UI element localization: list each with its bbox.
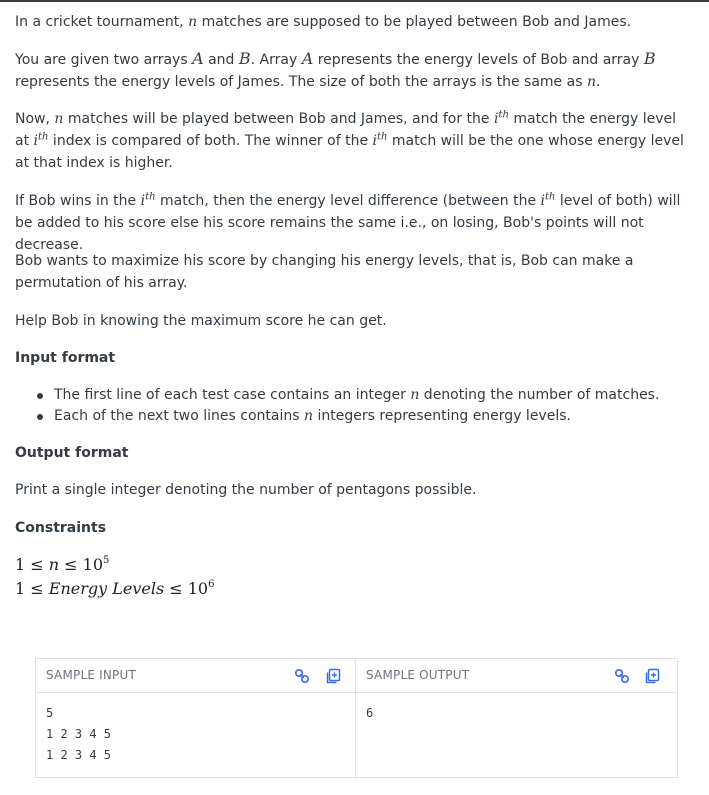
list-item: Each of the next two lines contains n integers representing energy levels. [15, 406, 659, 427]
sample-input-panel [36, 659, 356, 777]
list-item: The first line of each test case contains an integer n denoting the number of matches. [15, 385, 659, 406]
sample-output-text: 6 [366, 706, 374, 720]
sample-output-panel [356, 659, 677, 777]
input-format-heading: Input format [15, 350, 116, 366]
output-format-text: Print a single integer denoting the number of pentagons possible. [15, 482, 477, 498]
sample-input-title: SAMPLE INPUT [46, 668, 136, 682]
paragraph-arrays: You are given two arrays A and B. Array A represents the energy levels of Bob and array B represents the energy levels of James. The size of both the arrays is the same as n. [15, 49, 656, 90]
sample-input-text: 5 1 2 3 4 5 1 2 3 4 5 [46, 706, 112, 762]
sample-box [35, 658, 678, 778]
constraint-energy: 1 ≤ Energy Levels ≤ $10^6$ [15, 579, 215, 598]
sample-output-title: SAMPLE OUTPUT [366, 668, 470, 682]
link-icon[interactable] [613, 667, 631, 685]
copy-icon[interactable] [643, 667, 661, 685]
paragraph-matches: Now, n matches will be played between Bob and James, and for the $i^{th}$ match the energy level at $i^{th}$ index is compared of both. The winner of the $i^{th}$ match will be the one whose energy level at that index is higher. [15, 109, 684, 171]
paragraph-scoring: If Bob wins in the $i^{th}$ match, then the energy level difference (between the $i^{th}$ level of both) will be added to his score else his score remains the same i.e., on losing, Bob's points will not decrease. [15, 191, 681, 253]
top-rule [0, 0, 709, 2]
link-icon[interactable] [293, 667, 311, 685]
constraint-n: $1 \le n \le 10^5$ [15, 555, 110, 574]
constraints-heading: Constraints [15, 520, 107, 536]
paragraph-maximize: Bob wants to maximize his score by changing his energy levels, that is, Bob can make a permutation of his array. [15, 253, 634, 291]
sample-input-header [36, 659, 355, 693]
sample-output-header [356, 659, 677, 693]
copy-icon[interactable] [324, 667, 342, 685]
input-format-list [15, 385, 659, 427]
output-format-heading: Output format [15, 445, 129, 461]
paragraph-intro: In a cricket tournament, n matches are supposed to be played between Bob and James. [15, 14, 632, 30]
paragraph-help: Help Bob in knowing the maximum score he can get. [15, 313, 387, 329]
